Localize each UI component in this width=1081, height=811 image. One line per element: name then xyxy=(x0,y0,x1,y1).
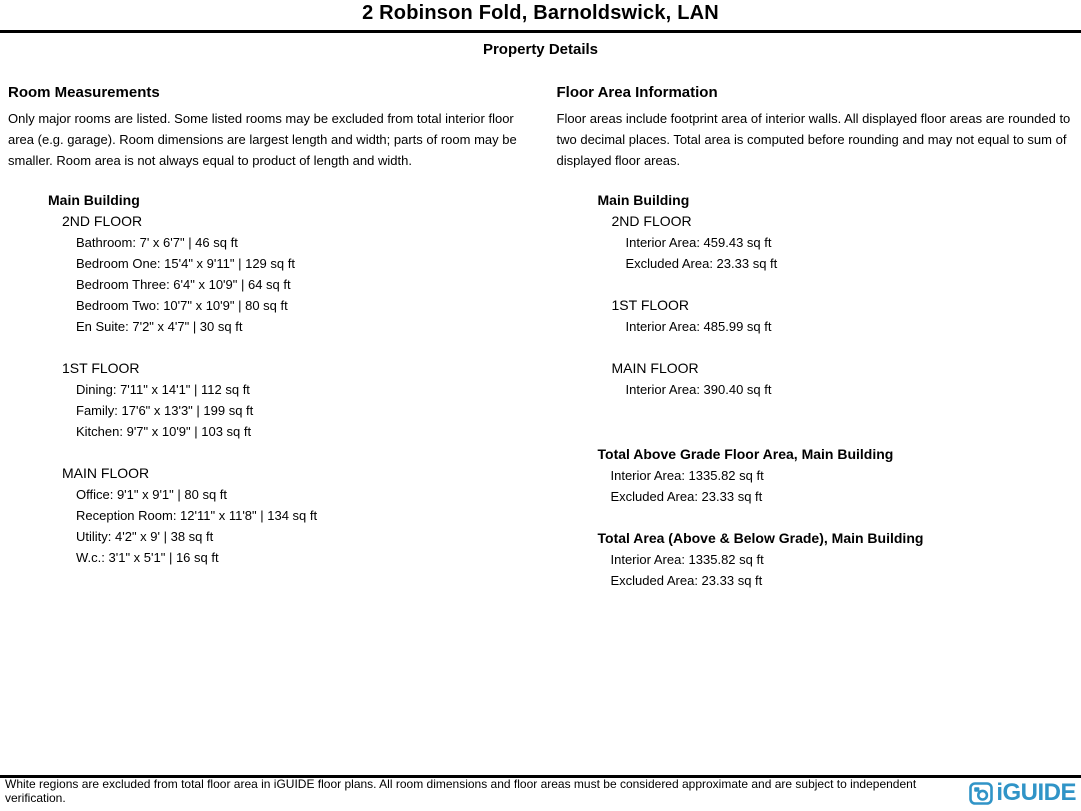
room-entry: Dining: 7'11" x 14'1" | 112 sq ft xyxy=(76,379,527,400)
content xyxy=(0,84,1081,591)
floor-name: MAIN FLOOR xyxy=(62,463,527,484)
area-entry: Excluded Area: 23.33 sq ft xyxy=(626,253,1081,274)
room-entry: W.c.: 3'1" x 5'1" | 16 sq ft xyxy=(76,547,527,568)
room-entry: Bathroom: 7' x 6'7" | 46 sq ft xyxy=(76,232,527,253)
room-entry: Utility: 4'2" x 9' | 38 sq ft xyxy=(76,526,527,547)
room-entry: Office: 9'1" x 9'1" | 80 sq ft xyxy=(76,484,527,505)
area-entry: Interior Area: 459.43 sq ft xyxy=(626,232,1081,253)
footer-disclaimer: White regions are excluded from total floor area in iGUIDE floor plans. All room dimensions and floor areas must be considered approximate and are subject to independent verification. xyxy=(0,777,969,811)
room-entry: En Suite: 7'2" x 4'7" | 30 sq ft xyxy=(76,316,527,337)
total-area-entry: Interior Area: 1335.82 sq ft xyxy=(611,549,1081,570)
floor-name: 1ST FLOOR xyxy=(612,295,1081,316)
total-area-entry: Excluded Area: 23.33 sq ft xyxy=(611,486,1081,507)
page-footer xyxy=(0,775,1081,809)
floor-area-information-description: Floor areas include footprint area of interior walls. All displayed floor areas are rounded to two decimal places. Total area is computed before rounding and may not equal to sum of displayed floor areas. xyxy=(557,108,1081,171)
floor-area-building-block xyxy=(598,190,1081,400)
room-entry: Reception Room: 12'11" x 11'8" | 134 sq ft xyxy=(76,505,527,526)
room-entry: Bedroom Three: 6'4" x 10'9" | 64 sq ft xyxy=(76,274,527,295)
page-title: 2 Robinson Fold, Barnoldswick, LAN xyxy=(0,0,1081,25)
room-entry: Family: 17'6" x 13'3" | 199 sq ft xyxy=(76,400,527,421)
total-heading: Total Area (Above & Below Grade), Main Building xyxy=(598,528,1081,549)
area-group-1st-floor xyxy=(612,295,1081,337)
total-area-entry: Excluded Area: 23.33 sq ft xyxy=(611,570,1081,591)
room-entry: Bedroom Two: 10'7" x 10'9" | 80 sq ft xyxy=(76,295,527,316)
floor-name: 2ND FLOOR xyxy=(612,211,1081,232)
iguide-logo-text: iGUIDE xyxy=(996,779,1076,807)
title-divider xyxy=(0,30,1081,33)
iguide-logo xyxy=(969,779,1081,809)
building-name: Main Building xyxy=(48,190,527,211)
total-area-entry: Interior Area: 1335.82 sq ft xyxy=(611,465,1081,486)
area-entry: Interior Area: 390.40 sq ft xyxy=(626,379,1081,400)
page-subtitle: Property Details xyxy=(0,41,1081,58)
area-entry: Interior Area: 485.99 sq ft xyxy=(626,316,1081,337)
area-group-main-floor xyxy=(612,358,1081,400)
area-group-2nd-floor xyxy=(612,211,1081,274)
room-measurements-description: Only major rooms are listed. Some listed rooms may be excluded from total interior floor area (e.g. garage). Room dimensions are largest length and width; parts of room may be smaller. Room area is not always equal to product of length and width. xyxy=(8,108,527,171)
floor-area-information-heading: Floor Area Information xyxy=(557,84,1081,101)
floor-group-main-floor xyxy=(62,463,527,568)
room-measurements-heading: Room Measurements xyxy=(8,84,527,101)
room-entry: Bedroom One: 15'4" x 9'11" | 129 sq ft xyxy=(76,253,527,274)
total-above-grade-group xyxy=(598,444,1081,507)
floor-name: 1ST FLOOR xyxy=(62,358,527,379)
total-heading: Total Above Grade Floor Area, Main Building xyxy=(598,444,1081,465)
floor-name: 2ND FLOOR xyxy=(62,211,527,232)
floor-group-2nd-floor xyxy=(62,211,527,337)
floor-area-information-section xyxy=(541,84,1081,591)
room-entry: Kitchen: 9'7" x 10'9" | 103 sq ft xyxy=(76,421,527,442)
total-above-below-grade-group xyxy=(598,528,1081,591)
floor-group-1st-floor xyxy=(62,358,527,442)
building-name: Main Building xyxy=(598,190,1081,211)
iguide-camera-icon xyxy=(969,781,993,805)
room-measurements-section xyxy=(0,84,541,591)
room-measurements-building-block xyxy=(48,190,527,568)
page-header xyxy=(0,0,1081,58)
totals-block xyxy=(598,444,1081,591)
floor-name: MAIN FLOOR xyxy=(612,358,1081,379)
